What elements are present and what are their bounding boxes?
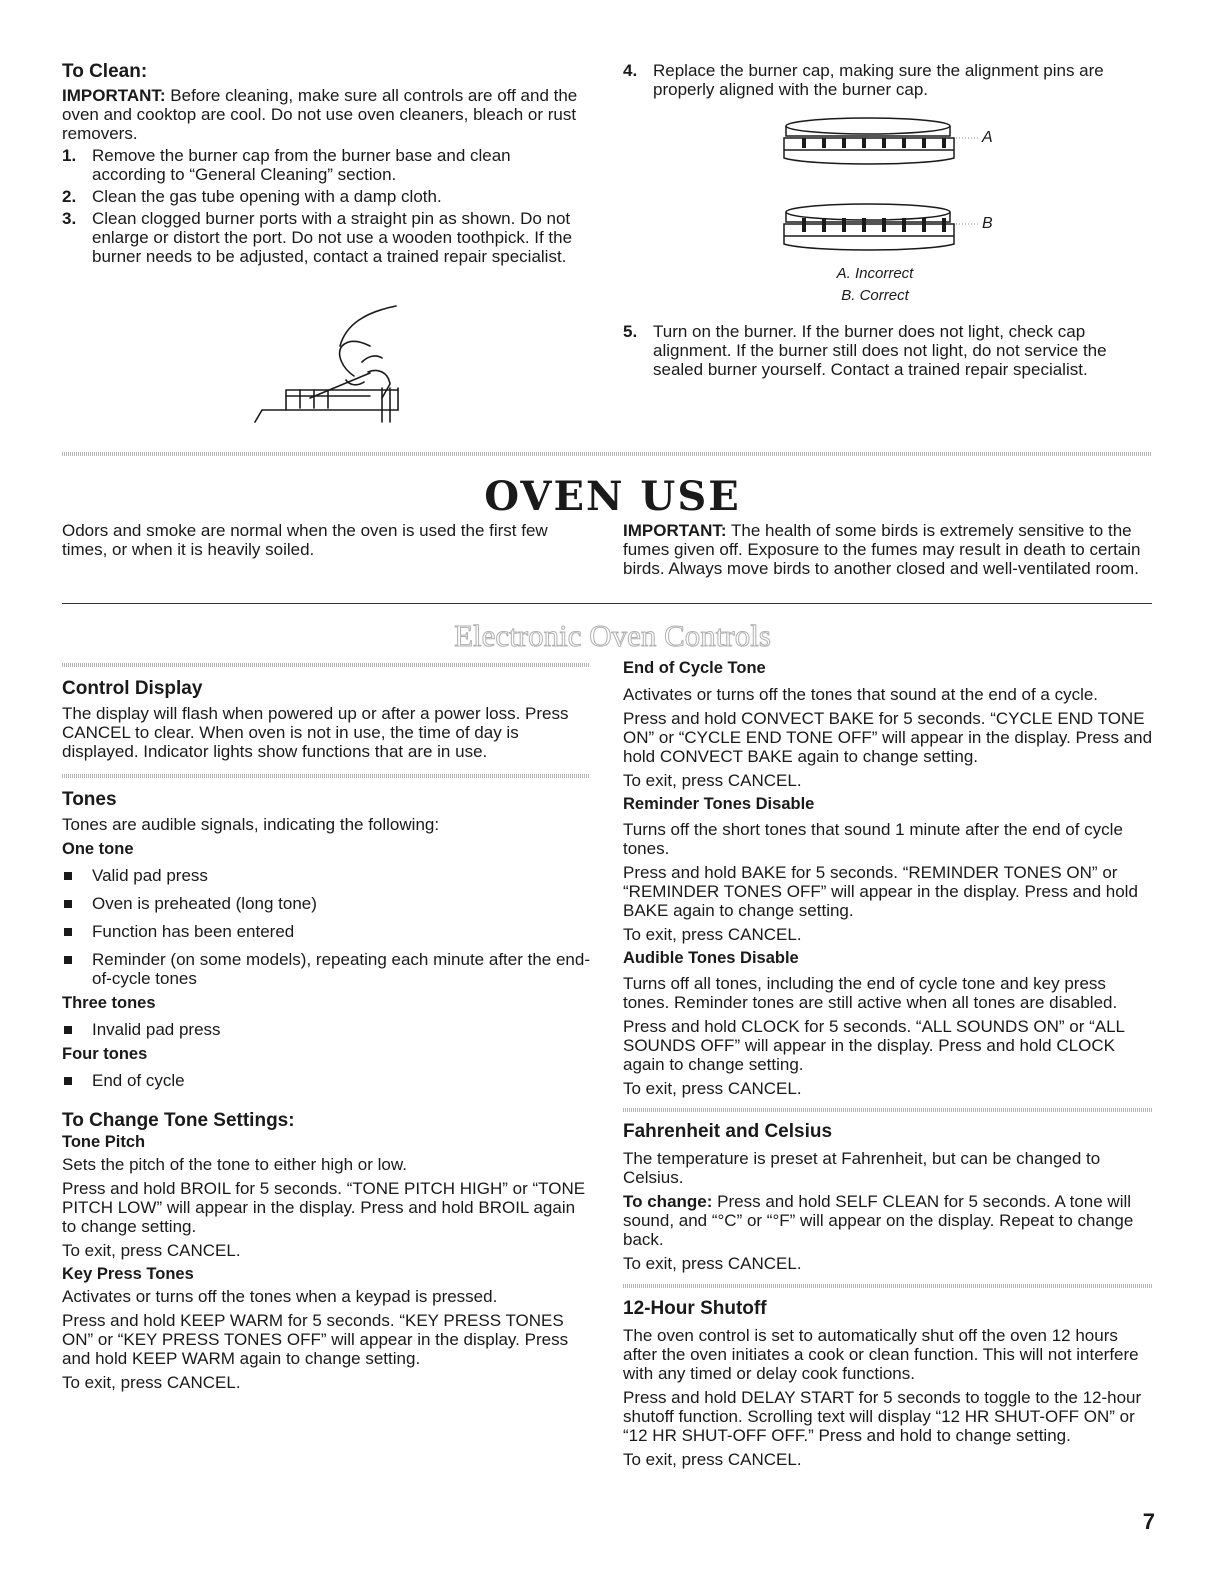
important-label: IMPORTANT: [623,521,727,540]
fahrenheit-celsius-section [623,1121,1153,1278]
change-tone-settings-section [62,1110,590,1397]
end-of-cycle-section [623,659,1153,1103]
figure-caption [775,263,975,307]
section-rule [62,603,1152,604]
three-tones-item: Invalid pad press [62,1020,590,1039]
tone-pitch-exit: To exit, press CANCEL. [62,1241,241,1260]
end-of-cycle-label: End of Cycle Tone [623,659,766,677]
electronic-controls-title: Electronic Oven Controls [454,618,771,653]
page-number: 7 [1142,1509,1155,1534]
step-number: 5. [623,322,638,341]
important-label: IMPORTANT: [62,86,166,105]
four-tones-label: Four tones [62,1045,148,1063]
reminder-label: Reminder Tones Disable [623,795,815,813]
three-tones-label: Three tones [62,994,156,1012]
step-number: 4. [623,61,638,80]
to-change-text: Press and hold SELF CLEAN for 5 seconds. A tone will sound, and “°C” or “°F” will appear on the display. Repeat to change back. [623,1192,1134,1249]
divider [62,663,590,667]
section-divider [62,452,1152,456]
oven-use-title: OVEN USE [484,473,741,520]
shutoff-section [623,1298,1153,1474]
step-number: 3. [62,209,77,228]
fahrenheit-heading: Fahrenheit and Celsius [623,1121,833,1142]
reminder-p1: Turns off the short tones that sound 1 minute after the end of cycle tones. [623,820,1123,858]
one-tone-item: Reminder (on some models), repeating each minute after the end-of-cycle tones [62,950,590,988]
control-display-heading: Control Display [62,678,203,699]
key-press-label: Key Press Tones [62,1265,194,1283]
tones-intro: Tones are audible signals, indicating the following: [62,815,440,834]
label-b: B [982,215,993,232]
end-of-cycle-p2: Press and hold CONVECT BAKE for 5 seconds. “CYCLE END TONE ON” or “CYCLE END TONE OFF” will appear in the display. Press and hold CONVECT BAKE again to change setting. [623,709,1153,766]
tone-pitch-label: Tone Pitch [62,1133,146,1151]
oven-use-intro: Odors and smoke are normal when the oven is used the first few times, or when it is heavily soiled. [62,521,548,559]
audible-label: Audible Tones Disable [623,949,799,967]
to-clean-heading: To Clean: [62,61,148,82]
one-tone-item: Valid pad press [62,866,590,885]
step-number: 1. [62,146,77,165]
audible-p1: Turns off all tones, including the end of cycle tone and key press tones. Reminder tones are still active when all tones are disabled. [623,974,1118,1012]
key-press-p1: Activates or turns off the tones when a keypad is pressed. [62,1287,498,1306]
fahrenheit-p1: The temperature is preset at Fahrenheit, but can be changed to Celsius. [623,1149,1101,1187]
label-a: A [982,129,993,146]
cap-step-4 [623,61,1153,99]
shutoff-heading: 12-Hour Shutoff [623,1298,767,1319]
to-clean-important [62,86,587,143]
step-text: Replace the burner cap, making sure the alignment pins are properly aligned with the burner cap. [653,61,1104,99]
to-change-label: To change: [623,1192,713,1211]
shutoff-p2: Press and hold DELAY START for 5 seconds to toggle to the 12-hour shutoff function. Scrolling text will display “12 HR SHUT-OFF ON” or “12 HR SHUT-OFF OFF.” Press and hold to change setting. [623,1388,1142,1445]
reminder-p2: Press and hold BAKE for 5 seconds. “REMINDER TONES ON” or “REMINDER TONES OFF” will appear in the display. Press and hold BAKE again to change setting. [623,863,1138,920]
audible-exit: To exit, press CANCEL. [623,1079,802,1098]
tones-section [62,789,590,1099]
step-text: Remove the burner cap from the burner base and clean according to “General Cleaning” section. [92,146,511,184]
divider [62,774,590,778]
end-of-cycle-p1: Activates or turns off the tones that sound at the end of a cycle. [623,685,1099,704]
shutoff-exit: To exit, press CANCEL. [623,1450,802,1469]
tones-heading: Tones [62,789,117,810]
birds-important-note [623,521,1153,578]
change-tone-heading: To Change Tone Settings: [62,1110,295,1131]
divider [623,1108,1153,1112]
divider [623,1284,1153,1288]
burner-cap-incorrect-illustration [780,114,1000,176]
cap-step-5 [623,322,1153,379]
important-text: Before cleaning, make sure all controls are off and the oven and cooktop are cool. Do not use oven cleaners, bleach or rust removers. [62,86,578,143]
caption-b: B. Correct [841,287,909,304]
pin-cleaning-illustration [250,298,410,426]
end-of-cycle-exit: To exit, press CANCEL. [623,771,802,790]
fahrenheit-change [623,1192,1153,1249]
one-tone-item: Function has been entered [62,922,590,941]
clean-step-3 [62,209,587,266]
step-text: Turn on the burner. If the burner does not light, check cap alignment. If the burner still does not light, do not service the sealed burner yourself. Contact a trained repair specialist. [653,322,1107,379]
tone-pitch-p1: Sets the pitch of the tone to either high or low. [62,1155,407,1174]
turn-on-step [623,322,1153,382]
caption-a: A. Incorrect [836,265,914,282]
burner-cap-correct-illustration [780,200,1000,262]
shutoff-p1: The oven control is set to automatically shut off the oven 12 hours after the oven initiates a cook or clean function. This will not interfere with any timed or delay cook functions. [623,1326,1139,1383]
tone-pitch-p2: Press and hold BROIL for 5 seconds. “TONE PITCH HIGH” or “TONE PITCH LOW” will appear in the display. Press and hold BROIL again to change setting. [62,1179,586,1236]
clean-step-1 [62,146,587,184]
fahrenheit-exit: To exit, press CANCEL. [623,1254,802,1273]
four-tones-item: End of cycle [62,1071,590,1090]
one-tone-label: One tone [62,840,134,858]
important-text: The health of some birds is extremely sensitive to the fumes given off. Exposure to the fumes may result in death to certain birds. Always move birds to another closed and well-ventilated room. [623,521,1141,578]
audible-p2: Press and hold CLOCK for 5 seconds. “ALL SOUNDS ON” or “ALL SOUNDS OFF” will appear in the display. Press and hold CLOCK again to change setting. [623,1017,1125,1074]
key-press-p2: Press and hold KEEP WARM for 5 seconds. “KEY PRESS TONES ON” or “KEY PRESS TONES OFF” will appear in the display. Press and hold KEEP WARM again to change setting. [62,1311,569,1368]
key-press-exit: To exit, press CANCEL. [62,1373,241,1392]
step-text: Clean clogged burner ports with a straight pin as shown. Do not enlarge or distort the port. Do not use a wooden toothpick. If the burner needs to be adjusted, contact a trained repair specialist. [92,209,573,266]
to-clean-section [62,61,587,269]
control-display-section [62,678,590,766]
step-text: Clean the gas tube opening with a damp cloth. [92,187,442,206]
clean-step-2 [62,187,587,206]
control-display-text: The display will flash when powered up or after a power loss. Press CANCEL to clear. When oven is not in use, the time of day is displayed. Indicator lights show functions that are in use. [62,704,569,761]
replace-cap-step [623,61,1153,102]
reminder-exit: To exit, press CANCEL. [623,925,802,944]
step-number: 2. [62,187,77,206]
one-tone-item: Oven is preheated (long tone) [62,894,590,913]
